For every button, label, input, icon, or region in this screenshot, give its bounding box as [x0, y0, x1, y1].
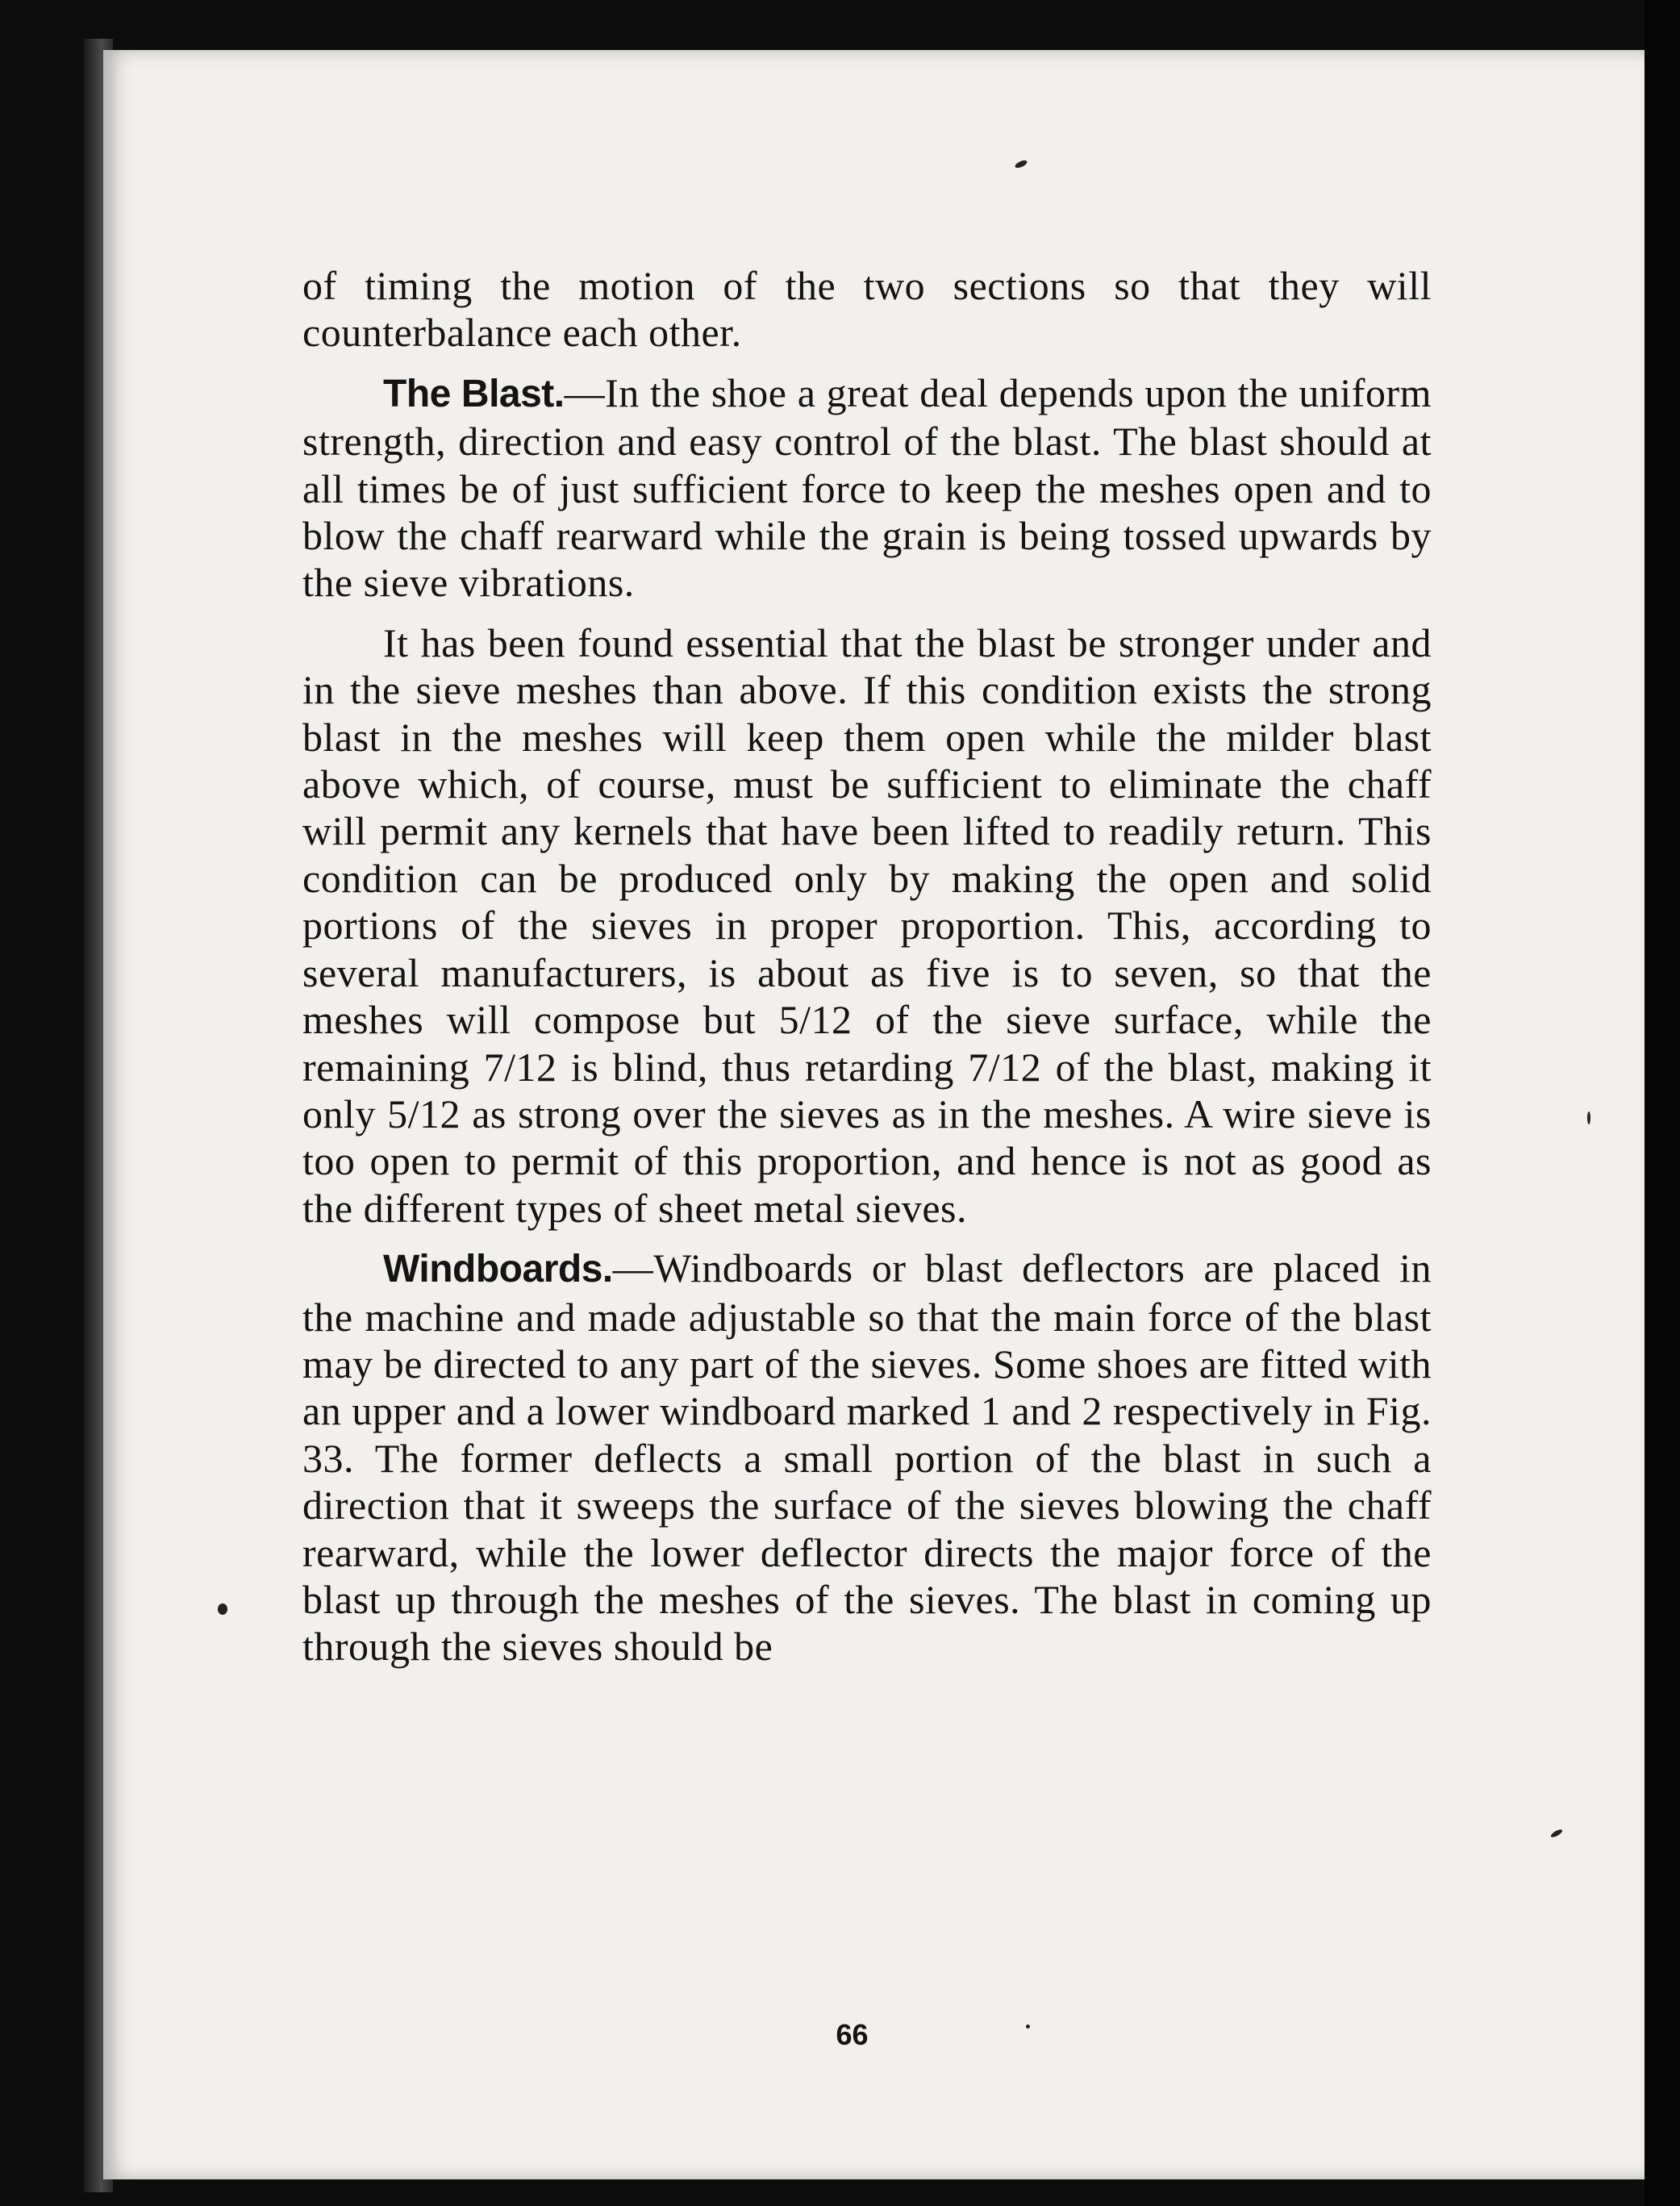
paragraph-text: of timing the motion of the two sections so that they will counterbalance each other.: [302, 263, 1432, 356]
page-right-edge: [1645, 0, 1680, 2206]
paragraph-text: It has been found essential that the blast be stronger under and in the sieve meshes than above. If this condition exists the strong blast in the meshes will keep them open while the milder blast above which, of course, must be sufficient to eliminate the chaff will permit any kernels that have been lifted to readily return. This condition can be produced only by making the open and solid portions of the sieves in proper proportion. This, according to several manufacturers, is about as five is to seven, so that the meshes will compose but 5/12 of the sieve surface, while the remaining 7/12 is blind, thus retarding 7/12 of the blast, making it only 5/12 as strong over the sieves as in the meshes. A wire sieve is too open to permit of this proportion, and hence is not as good as the different types of sheet metal sieves.: [302, 619, 1432, 1231]
paragraph-the-blast: [302, 369, 1432, 607]
paragraph-text: —In the shoe a great deal depends upon the uniform strength, direction and easy control of the blast. The blast should at all times be of just sufficient force to keep the meshes open and to blow the chaff rearward while the grain is being tossed upwards by the sieve vibrations.: [302, 369, 1432, 606]
paragraph-sieve-proportion: [302, 619, 1432, 1232]
paragraph-continuation: [302, 262, 1432, 357]
paragraph-text: —Windboards or blast deflectors are placed in the machine and made adjustable so that the main force of the blast may be directed to any part of the sieves. Some shoes are fitted with an upper and a lower windboard marked 1 and 2 respectively in Fig. 33. The former deflects a small portion of the blast in such a direction that it sweeps the surface of the sieves blowing the chaff rearward, while the lower deflector directs the major force of the blast up through the meshes of the sieves. The blast in coming up through the sieves should be: [302, 1245, 1432, 1670]
paragraph-windboards: [302, 1245, 1432, 1670]
ink-speck: [218, 1603, 227, 1615]
section-heading-windboards: Windboards.: [383, 1248, 613, 1291]
body-text: [302, 262, 1432, 1683]
section-heading-the-blast: The Blast.: [383, 372, 565, 415]
ink-speck: [1587, 1111, 1590, 1124]
page-number: 66: [836, 2018, 869, 2051]
